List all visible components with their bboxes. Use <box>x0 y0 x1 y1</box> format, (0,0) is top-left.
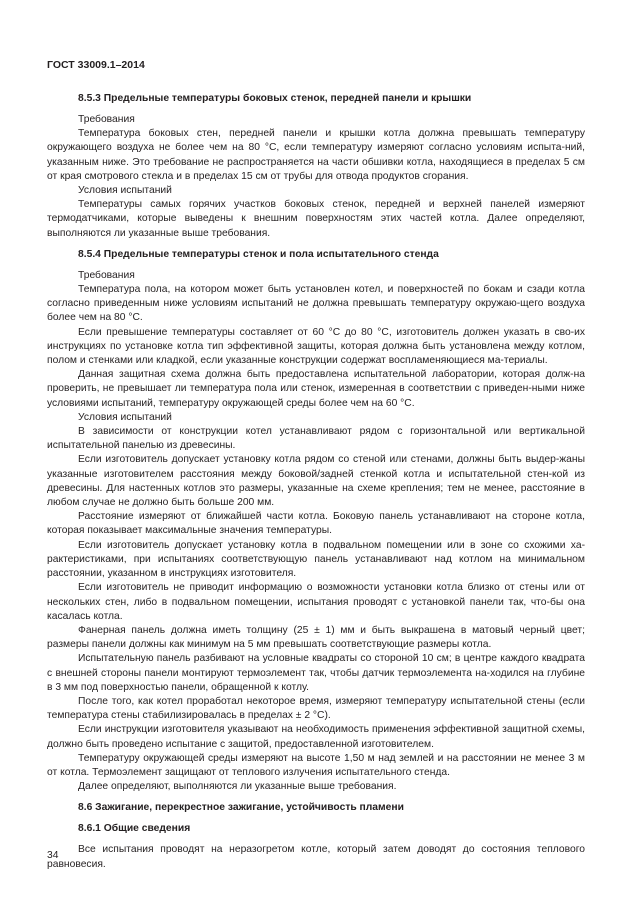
document-code: ГОСТ 33009.1–2014 <box>47 59 145 71</box>
paragraph: Все испытания проводят на неразогретом котле, который затем доводят до состояния теплового равновесия. <box>47 844 585 870</box>
paragraph: Если изготовитель допускает установку котла в подвальном помещении или в зоне со схожими ха-рактеристиками, при испытаниях соответствующую панель устанавливают над котлом на минимальном расстоянии, указанном в инструкциях изготовителя. <box>47 539 585 580</box>
spacer <box>78 241 585 248</box>
paragraph: Если изготовитель допускает установку котла рядом со стеной или стенами, должны быть выдер-жаны указанные изготовителем расстояния между боковой/задней стенкой котла и испытательной стен-кой из древесины. Для настенных котлов это размеры, указанные на схеме крепления; тем не менее, расстояние в любом случае не должно быть больше 200 мм. <box>47 454 585 509</box>
section-heading-8-6: 8.6 Зажигание, перекрестное зажигание, устойчивость пламени <box>78 802 404 814</box>
paragraph: Расстояние измеряют от ближайшей части котла. Боковую панель устанавливают на стороне котла, которая показывает максимальные значения температуры. <box>47 511 585 537</box>
test-conditions-label: Условия испытаний <box>78 411 172 423</box>
paragraph: Фанерная панель должна иметь толщину (25 ± 1) мм и быть выкрашена в матовый черный цвет; размеры панели должны как минимум на 5 мм превышать соответствующие размеры котла. <box>47 624 585 651</box>
paragraph: Температура пола, на котором может быть установлен котел, и поверхностей по бокам и сзади котла согласно приведенным ниже условиям испытаний не должна превышать температуру окружаю-щего воздуха более чем на 80 °C. <box>47 284 585 324</box>
section-heading-8-5-3: 8.5.3 Предельные температуры боковых стенок, передней панели и крышки <box>78 93 472 104</box>
requirements-label: Требования <box>78 114 135 125</box>
section-heading-8-6-1: 8.6.1 Общие сведения <box>78 823 191 835</box>
paragraph: Если инструкции изготовителя указывают на необходимость применения эффективной защитной схемы, должно быть проведено испытание с защитой, предоставленной изготовителем. <box>47 724 585 750</box>
paragraph: Температура боковых стен, передней панели и крышки котла должна превышать температуру окружающего воздуха не более чем на 80 °C, если температуру измеряют согласно условиям испыта-ний, указанным ниже. Это требование не распространяется на части обшивки котла, находящиеся в пределах 5 см от края смотрового стекла и в пределах 15 см от трубы для отвода продуктов сгорания. <box>47 128 585 182</box>
paragraph: Если изготовитель не приводит информацию о возможности установки котла близко от стены или от нескольких стен, либо в подвальном помещении, испытания проводят с установкой панели так, что-бы она касалась котла. <box>47 582 585 622</box>
paragraph: Температуры самых горячих участков боковых стенок, передней и верхней панелей измеряют термодатчиками, которые выведены к внешним поверхностям этих частей котла. Далее определяют, выполняются ли указанные выше требования. <box>47 199 585 239</box>
paragraph: Испытательную панель разбивают на условные квадраты со стороной 10 см; в центре каждого квадрата с внешней стороны панели монтируют термоэлемент так, чтобы датчик термоэлемента на-ходился на глубине в 3 мм под поверхностью панели, обращенной к котлу. <box>47 653 585 693</box>
paragraph: Если превышение температуры составляет от 60 °C до 80 °C, изготовитель должен указать в сво-их инструкциях по установке котла тип эффективной защиты, которая должна быть установлена между котлом, полом и стенками или кладкой, если указанные конструкции содержат воспламеняющиеся ма-териалы. <box>47 326 585 367</box>
paragraph: Далее определяют, выполняются ли указанные выше требования. <box>78 781 397 793</box>
requirements-label: Требования <box>78 269 135 281</box>
paragraph: В зависимости от конструкции котел устанавливают рядом с горизонтальной или вертикальной испытательной панелью из древесины. <box>47 426 585 452</box>
test-conditions-label: Условия испытаний <box>78 185 172 197</box>
paragraph: Данная защитная схема должна быть предоставлена испытательной лаборатории, которая долж-на проверить, не превышает ли температура пола или стенок, измеренная в соответствии с приведен-ными ниже условиями испытаний, температуру окружающей среды более чем на 60 °C. <box>47 369 585 409</box>
spacer <box>78 794 585 801</box>
page-number: 34 <box>47 850 59 861</box>
section-heading-8-5-4: 8.5.4 Предельные температуры стенок и пола испытательного стенда <box>78 248 439 260</box>
paragraph: Температуру окружающей среды измеряют на высоте 1,50 м над землей и на расстоянии не менее 3 м от котла. Термоэлемент защищают от теплового излучения испытательного стенда. <box>47 752 585 778</box>
paragraph: После того, как котел проработал некоторое время, измеряют температуру испытательной стены (если температура стены стабилизировалась в пределах ± 2 °C). <box>47 695 585 722</box>
